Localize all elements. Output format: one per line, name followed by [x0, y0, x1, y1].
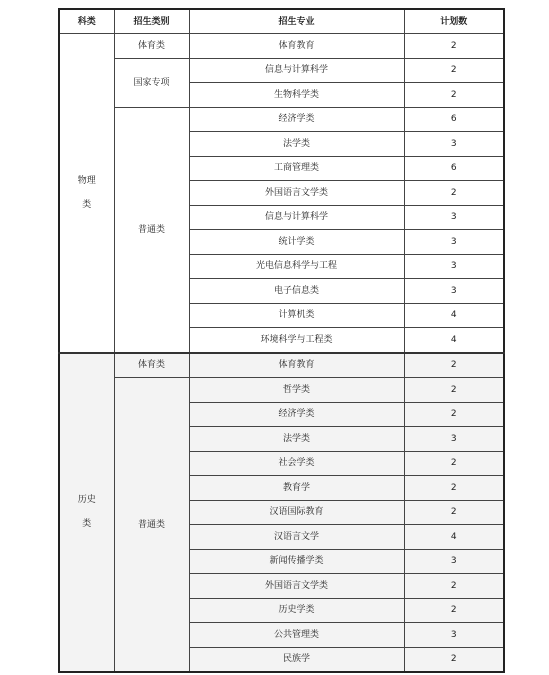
major-cell: 信息与计算科学	[189, 58, 404, 83]
major-cell: 体育教育	[189, 353, 404, 378]
major-cell: 体育教育	[189, 34, 404, 59]
header-major: 招生专业	[189, 9, 404, 34]
major-cell: 社会学类	[189, 451, 404, 476]
major-cell: 统计学类	[189, 230, 404, 255]
table-row	[59, 58, 504, 83]
quota-cell: 2	[404, 58, 504, 83]
major-cell: 环境科学与工程类	[189, 328, 404, 353]
table-body	[59, 34, 504, 673]
header-quota: 计划数	[404, 9, 504, 34]
major-cell: 电子信息类	[189, 279, 404, 304]
admission-type-cell: 体育类	[114, 34, 189, 59]
table-row	[59, 353, 504, 378]
major-cell: 公共管理类	[189, 623, 404, 648]
header-category: 科类	[59, 9, 114, 34]
quota-cell: 2	[404, 574, 504, 599]
enrollment-plan-table	[58, 8, 505, 673]
quota-cell: 3	[404, 132, 504, 157]
table-header-row	[59, 9, 504, 34]
quota-cell: 3	[404, 205, 504, 230]
quota-cell: 2	[404, 181, 504, 206]
quota-cell: 2	[404, 598, 504, 623]
major-cell: 生物科学类	[189, 83, 404, 108]
admission-type-cell: 普通类	[114, 378, 189, 673]
major-cell: 外国语言文学类	[189, 574, 404, 599]
admission-type-cell: 国家专项	[114, 58, 189, 107]
major-cell: 法学类	[189, 132, 404, 157]
quota-cell: 2	[404, 500, 504, 525]
quota-cell: 2	[404, 647, 504, 672]
category-cell	[59, 353, 114, 673]
category-label: 历史	[77, 495, 96, 506]
quota-cell: 3	[404, 230, 504, 255]
major-cell: 外国语言文学类	[189, 181, 404, 206]
major-cell: 历史学类	[189, 598, 404, 623]
quota-cell: 2	[404, 353, 504, 378]
major-cell: 信息与计算科学	[189, 205, 404, 230]
quota-cell: 4	[404, 328, 504, 353]
quota-cell: 6	[404, 156, 504, 181]
quota-cell: 2	[404, 451, 504, 476]
quota-cell: 3	[404, 279, 504, 304]
quota-cell: 4	[404, 525, 504, 550]
major-cell: 汉语言文学	[189, 525, 404, 550]
category-label: 物理	[77, 175, 96, 186]
admission-type-cell: 普通类	[114, 107, 189, 353]
major-cell: 经济学类	[189, 107, 404, 132]
category-label-suffix: 类	[82, 199, 92, 210]
major-cell: 工商管理类	[189, 156, 404, 181]
major-cell: 汉语国际教育	[189, 500, 404, 525]
table-row	[59, 34, 504, 59]
quota-cell: 2	[404, 83, 504, 108]
quota-cell: 6	[404, 107, 504, 132]
category-cell	[59, 34, 114, 353]
major-cell: 教育学	[189, 476, 404, 501]
major-cell: 法学类	[189, 427, 404, 452]
quota-cell: 2	[404, 402, 504, 427]
table-row	[59, 378, 504, 403]
category-label-suffix: 类	[82, 519, 92, 530]
major-cell: 计算机类	[189, 303, 404, 328]
quota-cell: 2	[404, 476, 504, 501]
quota-cell: 2	[404, 34, 504, 59]
quota-cell: 2	[404, 378, 504, 403]
quota-cell: 3	[404, 427, 504, 452]
major-cell: 经济学类	[189, 402, 404, 427]
major-cell: 新闻传播学类	[189, 549, 404, 574]
major-cell: 民族学	[189, 647, 404, 672]
quota-cell: 4	[404, 303, 504, 328]
quota-cell: 3	[404, 623, 504, 648]
quota-cell: 3	[404, 254, 504, 279]
quota-cell: 3	[404, 549, 504, 574]
major-cell: 光电信息科学与工程	[189, 254, 404, 279]
table-row	[59, 107, 504, 132]
header-admission-type: 招生类别	[114, 9, 189, 34]
major-cell: 哲学类	[189, 378, 404, 403]
admission-type-cell: 体育类	[114, 353, 189, 378]
